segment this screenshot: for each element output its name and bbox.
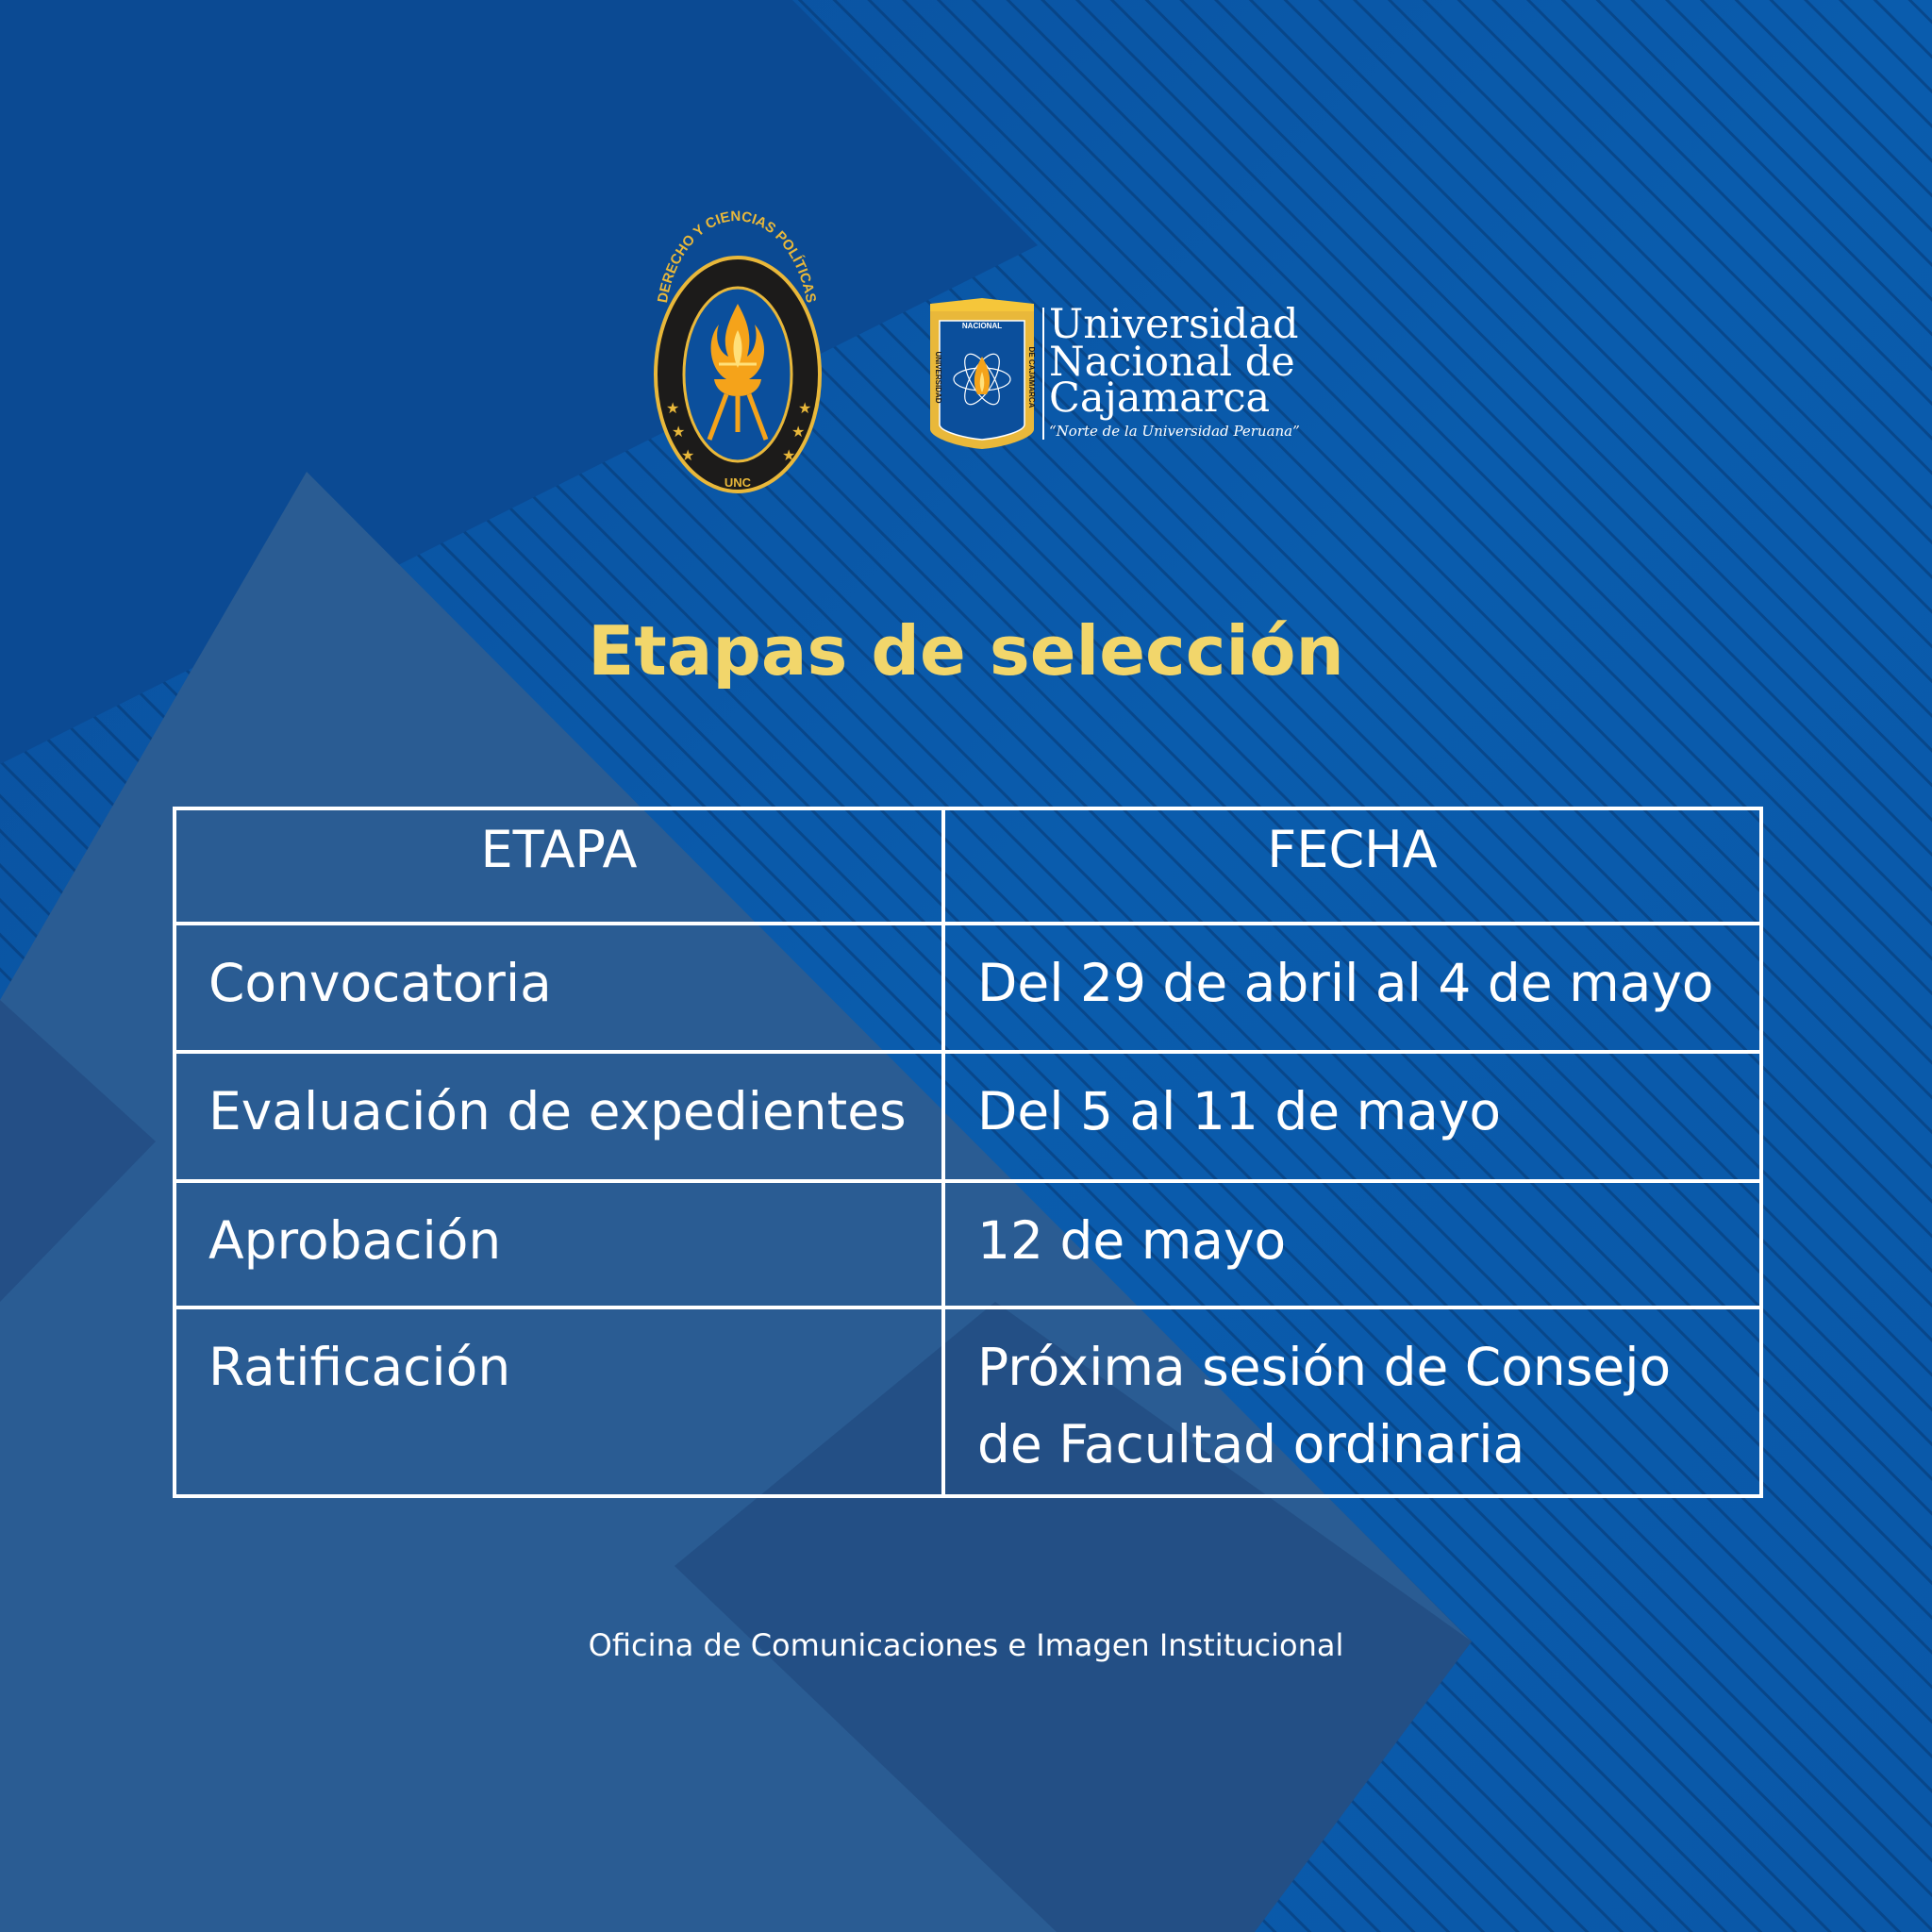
svg-text:★: ★	[782, 446, 796, 464]
svg-text:UNIVERSIDAD: UNIVERSIDAD	[934, 351, 942, 404]
stage-cell: Convocatoria	[175, 924, 943, 1052]
stage-cell: Evaluación de expedientes	[175, 1052, 943, 1181]
column-header-etapa: ETAPA	[175, 808, 943, 924]
university-tagline: “Norte de la Universidad Peruana”	[1049, 423, 1300, 440]
table-row	[175, 1052, 1761, 1181]
logos-header	[0, 0, 1932, 528]
svg-text:DERECHO Y CIENCIAS POLÍTICAS: DERECHO Y CIENCIAS POLÍTICAS	[654, 208, 820, 305]
svg-text:★: ★	[672, 423, 686, 441]
stages-table	[173, 807, 1763, 1498]
svg-text:★: ★	[798, 399, 812, 417]
seal-bottom-text: UNC	[724, 475, 752, 490]
date-cell: Del 29 de abril al 4 de mayo	[943, 924, 1761, 1052]
table-row	[175, 1181, 1761, 1307]
university-shield-icon	[930, 298, 1036, 449]
svg-text:DE CAJAMARCA: DE CAJAMARCA	[1027, 346, 1036, 408]
university-name	[1043, 301, 1300, 440]
page-title: Etapas de selección	[588, 611, 1344, 691]
svg-text:Universidad: Universidad	[1049, 301, 1299, 348]
stage-cell: Ratificación	[175, 1307, 943, 1496]
svg-text:NACIONAL: NACIONAL	[961, 322, 1003, 330]
table-header-row	[175, 808, 1761, 924]
stage-cell: Aprobación	[175, 1181, 943, 1307]
date-cell: 12 de mayo	[943, 1181, 1761, 1307]
footer-credit: Oficina de Comunicaciones e Imagen Institucional	[588, 1627, 1344, 1663]
faculty-seal-icon	[655, 208, 820, 491]
svg-text:Nacional de: Nacional de	[1049, 339, 1295, 386]
table-row	[175, 924, 1761, 1052]
date-cell: Próxima sesión de Consejo de Facultad ordinaria	[943, 1307, 1761, 1496]
column-header-fecha: FECHA	[943, 808, 1761, 924]
svg-text:★: ★	[681, 446, 695, 464]
date-cell: Del 5 al 11 de mayo	[943, 1052, 1761, 1181]
table-row	[175, 1307, 1761, 1496]
svg-text:★: ★	[666, 399, 680, 417]
svg-text:Cajamarca: Cajamarca	[1049, 375, 1271, 422]
svg-text:★: ★	[791, 423, 806, 441]
